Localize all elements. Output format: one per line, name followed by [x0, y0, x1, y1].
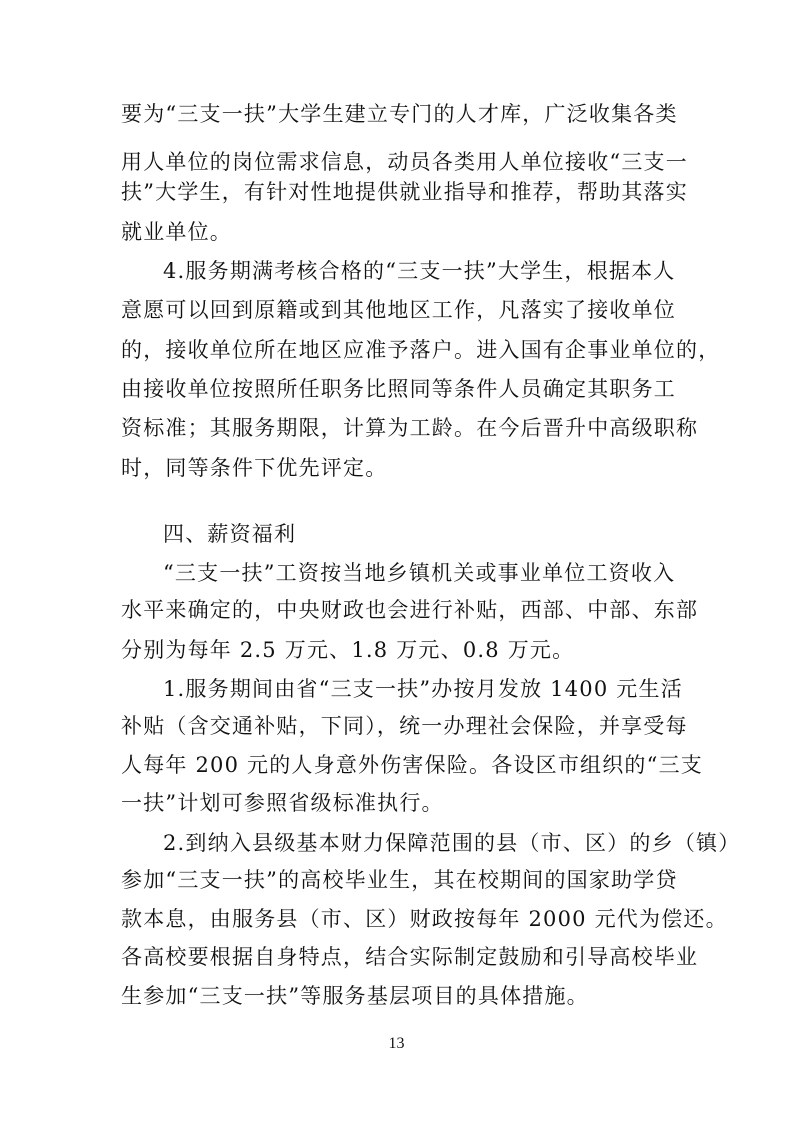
p2-line-5: 资标准；其服务期限，计算为工龄。在今后晋升中高级职称	[121, 416, 699, 440]
p5-line-3: 款本息，由服务县（市、区）财政按每年 2000 元代为偿还。	[121, 907, 728, 931]
p3-line-2: 水平来确定的，中央财政也会进行补贴，西部、中部、东部	[121, 598, 699, 622]
p4-line-1: 1.服务期间由省“三支一扶”办按月发放 1400 元生活	[163, 677, 683, 701]
p4-line-2: 补贴（含交通补贴，下同），统一办理社会保险，并享受每	[121, 714, 688, 738]
p4-line-4: 一扶”计划可参照省级标准执行。	[121, 791, 444, 815]
p4-line-3: 人每年 200 元的人身意外伤害保险。各设区市组织的“三支	[121, 753, 703, 777]
p5-line-2: 参加“三支一扶”的高校毕业生，其在校期间的国家助学贷	[121, 868, 678, 892]
page-number: 13	[388, 1035, 405, 1052]
p5-line-4: 各高校要根据自身特点，结合实际制定鼓励和引导高校毕业	[121, 945, 699, 969]
p1-line-1: 要为“三支一扶”大学生建立专门的人才库，广泛收集各类	[121, 102, 678, 126]
p1-line-2: 用人单位的岗位需求信息，动员各类用人单位接收“三支一	[121, 150, 688, 174]
section-heading: 四、薪资福利	[163, 522, 297, 546]
p2-line-2: 意愿可以回到原籍或到其他地区工作，凡落实了接收单位	[121, 298, 676, 322]
p5-line-5: 生参加“三支一扶”等服务基层项目的具体措施。	[121, 984, 589, 1008]
p1-line-3: 扶”大学生，有针对性地提供就业指导和推荐，帮助其落实	[121, 180, 688, 204]
p2-line-4: 由接收单位按照所任职务比照同等条件人员确定其职务工	[121, 377, 676, 401]
p2-line-3: 的，接收单位所在地区应准予落户。进入国有企事业单位的，	[121, 338, 721, 362]
p2-line-6: 时，同等条件下优先评定。	[121, 456, 388, 480]
p3-line-1: “三支一扶”工资按当地乡镇机关或事业单位工资收入	[163, 561, 676, 585]
p1-line-4: 就业单位。	[121, 220, 232, 244]
p2-line-1: 4.服务期满考核合格的“三支一扶”大学生，根据本人	[163, 259, 676, 283]
p5-line-1: 2.到纳入县级基本财力保障范围的县（市、区）的乡（镇）	[163, 831, 741, 855]
p3-line-3: 分别为每年 2.5 万元、1.8 万元、0.8 万元。	[121, 638, 575, 662]
